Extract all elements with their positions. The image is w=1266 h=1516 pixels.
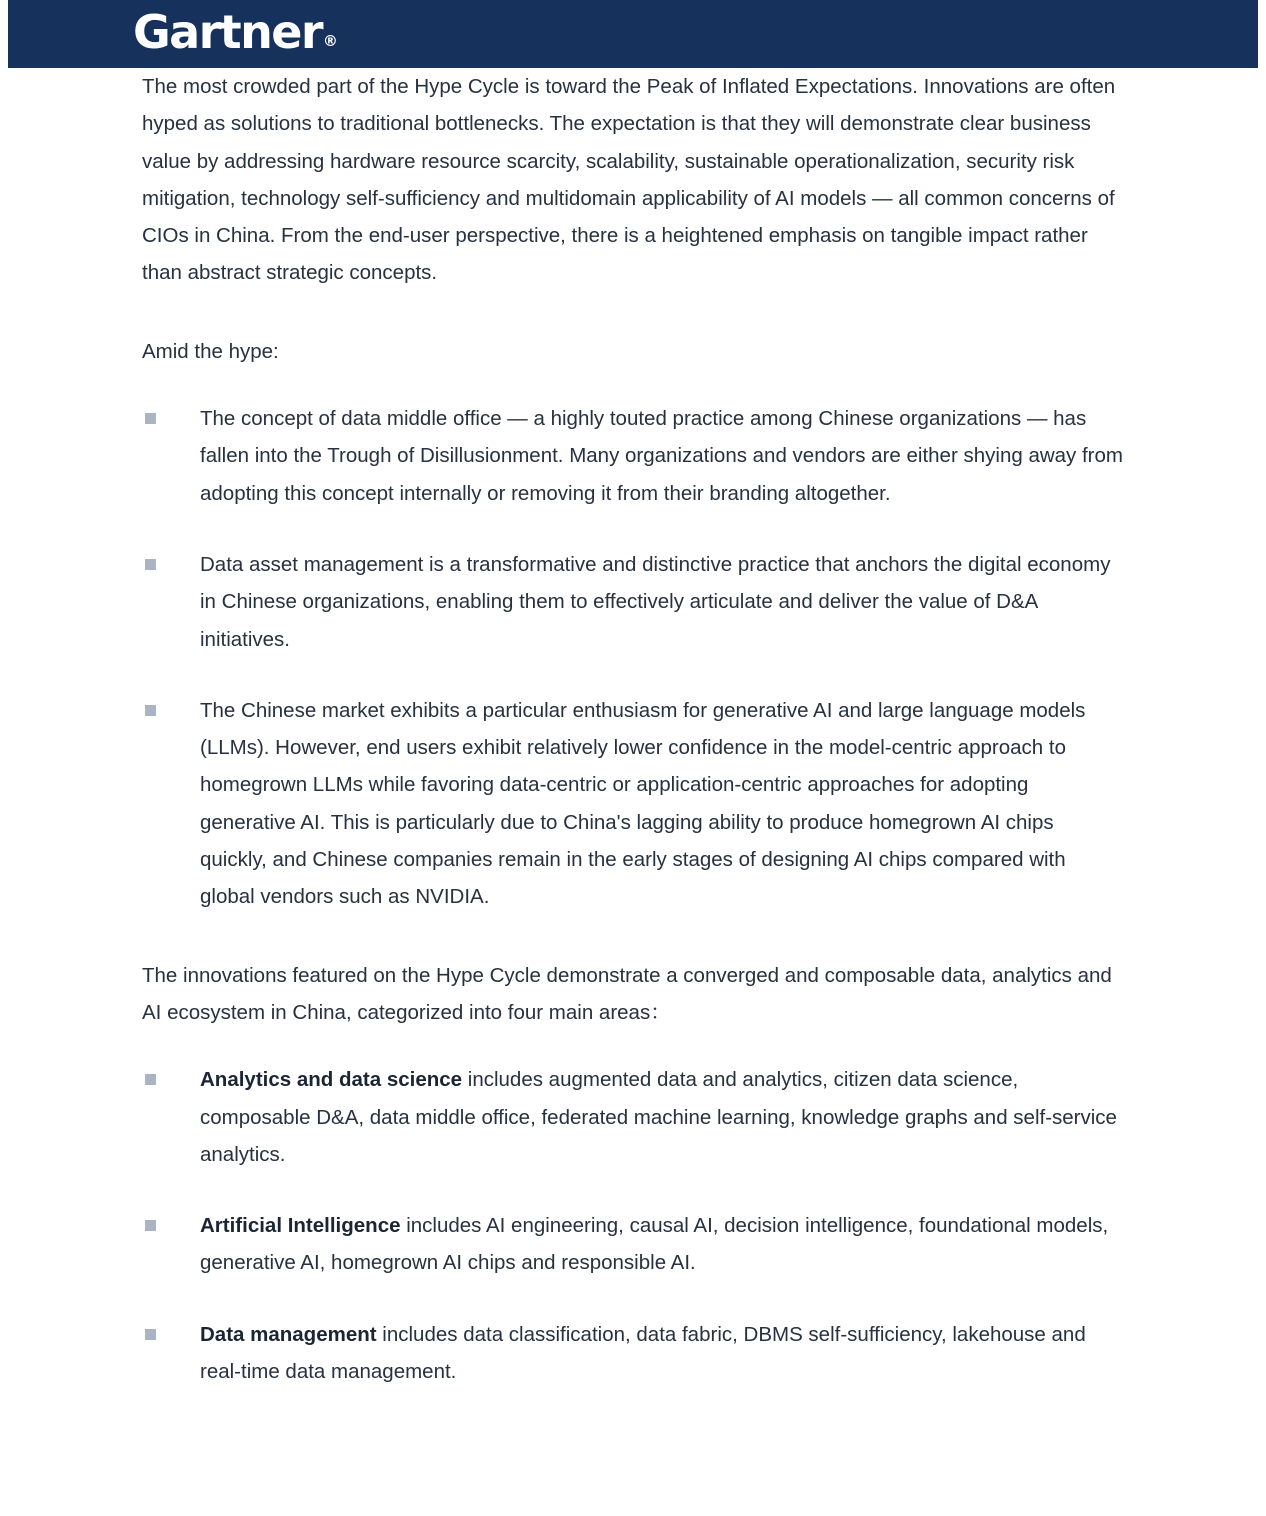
list-item-lead: Data management — [200, 1322, 377, 1346]
innovations-paragraph: The innovations featured on the Hype Cycle demonstrate a converged and composable data, analytics and AI ecosystem in China, categorized into four main areas： — [142, 963, 1112, 1024]
document-body — [0, 68, 1266, 1430]
list-item-lead: Artificial Intelligence — [200, 1214, 401, 1238]
list-item-text: The Chinese market exhibits a particular enthusiasm for generative AI and large language models (LLMs). However, end users exhibit relatively lower confidence in the model-centric approach to homegrown LLMs while favoring data-centric or application-centric approaches for adopting generative AI. This is particularly due to China's lagging ability to produce homegrown AI chips quickly, and Chinese companies remain in the early stages of designing AI chips compared with global vendors such as NVIDIA. — [200, 698, 1086, 909]
brand-name: Gartner — [133, 5, 322, 59]
square-bullet-icon — [145, 559, 156, 570]
list-item-lead: Analytics and data science — [200, 1068, 463, 1092]
brand-header-band — [0, 0, 1266, 68]
square-bullet-icon — [145, 1220, 156, 1231]
list-item — [142, 692, 1126, 916]
list-item-text: includes data classification, data fabric, DBMS self-sufficiency, lakehouse and real-time data management. — [200, 1322, 1086, 1384]
list-item — [142, 400, 1126, 512]
square-bullet-icon — [145, 413, 156, 424]
registered-trademark-icon: ® — [322, 32, 338, 50]
list-item-text: includes augmented data and analytics, citizen data science, composable D&A, data middle office, federated machine learning, knowledge graphs and self-service analytics. — [200, 1068, 1117, 1166]
hype-bullet-list — [142, 400, 1126, 916]
amid-the-hype-label: Amid the hype: — [142, 339, 279, 363]
category-bullet-list — [142, 1061, 1126, 1390]
square-bullet-icon — [145, 705, 156, 716]
header-left-strip — [0, 0, 8, 68]
intro-paragraph: The most crowded part of the Hype Cycle is toward the Peak of Inflated Expectations. Innovations are often hyped as solutions to traditional bottlenecks. The expectation is that they will demonstrate clear business value by addressing hardware resource scarcity, scalability, sustainable operationalization, security risk mitigation, technology self-sufficiency and multidomain applicability of AI models — all common concerns of CIOs in China. From the end-user perspective, there is a heightened emphasis on tangible impact rather than abstract strategic concepts. — [142, 75, 1116, 285]
list-item — [142, 546, 1126, 658]
gartner-logo — [133, 5, 338, 59]
list-item — [142, 1316, 1126, 1391]
list-item — [142, 1207, 1126, 1282]
list-item-text: The concept of data middle office — a highly touted practice among Chinese organizations — has fallen into the Trough of Disillusionment. Many organizations and vendors are either shying away from adopting this concept internally or removing it from their branding altogether. — [200, 407, 1123, 505]
header-right-strip — [1258, 0, 1266, 68]
list-item-text: Data asset management is a transformative and distinctive practice that anchors the digital economy in Chinese organizations, enabling them to effectively articulate and deliver the value of D&A initiatives. — [200, 552, 1111, 651]
square-bullet-icon — [145, 1329, 156, 1340]
list-item-text: includes AI engineering, causal AI, decision intelligence, foundational models, generative AI, homegrown AI chips and responsible AI. — [200, 1214, 1109, 1275]
list-item — [142, 1061, 1126, 1173]
square-bullet-icon — [145, 1074, 156, 1085]
